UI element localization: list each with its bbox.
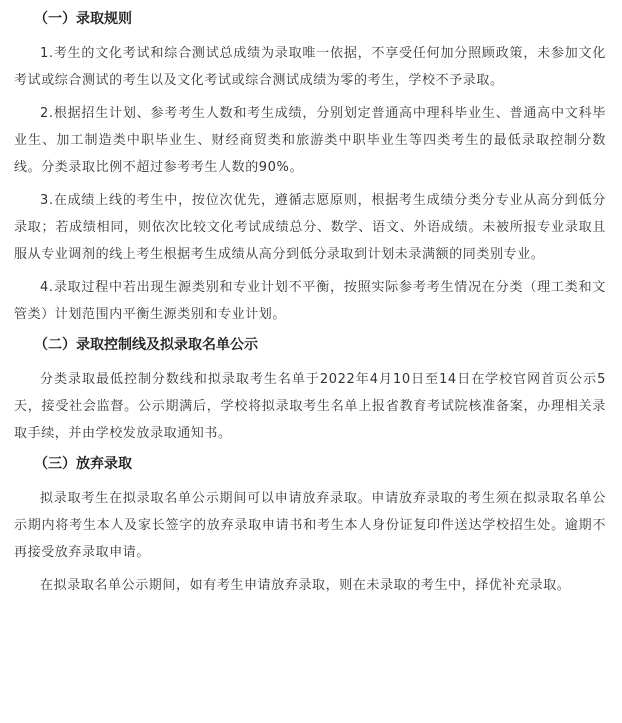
- section-heading: （二）录取控制线及拟录取名单公示: [34, 337, 258, 353]
- section-waive-admission: [14, 453, 606, 599]
- paragraph: 分类录取最低控制分数线和拟录取考生名单于2022年4月10日至14日在学校官网首页公示5天，接受社会监督。公示期满后，学校将拟录取考生名单上报省教育考试院核准备案，办理相关录取手续，并由学校发放录取通知书。: [14, 372, 606, 441]
- section-heading: （一）录取规则: [34, 11, 132, 27]
- paragraph: 1.考生的文化考试和综合测试总成绩为录取唯一依据，不享受任何加分照顾政策，未参加文化考试或综合测试的考生以及文化考试或综合测试成绩为零的考生，学校不予录取。: [14, 46, 606, 88]
- section-control-line-publicity: [14, 334, 606, 447]
- paragraph: 4.录取过程中若出现生源类别和专业计划不平衡，按照实际参考考生情况在分类（理工类和文管类）计划范围内平衡生源类别和专业计划。: [14, 280, 606, 322]
- paragraph: 在拟录取名单公示期间，如有考生申请放弃录取，则在未录取的考生中，择优补充录取。: [40, 578, 571, 593]
- section-heading: （三）放弃录取: [34, 456, 132, 472]
- section-admission-rules: [14, 8, 606, 328]
- paragraph: 2.根据招生计划、参考考生人数和考生成绩，分别划定普通高中理科毕业生、普通高中文科毕业生、加工制造类中职毕业生、财经商贸类和旅游类中职毕业生等四类考生的最低录取控制分数线。分类录取比例不超过参考考生人数的90%。: [14, 106, 606, 175]
- paragraph: 3.在成绩上线的考生中，按位次优先，遵循志愿原则，根据考生成绩分类分专业从高分到低分录取；若成绩相同，则依次比较文化考试成绩总分、数学、语文、外语成绩。未被所报专业录取且服从专业调剂的线上考生根据考生成绩从高分到低分录取到计划未录满额的同类别专业。: [14, 193, 606, 262]
- paragraph: 拟录取考生在拟录取名单公示期间可以申请放弃录取。申请放弃录取的考生须在拟录取名单公示期内将考生本人及家长签字的放弃录取申请书和考生本人身份证复印件送达学校招生处。逾期不再接受放弃录取申请。: [14, 491, 606, 560]
